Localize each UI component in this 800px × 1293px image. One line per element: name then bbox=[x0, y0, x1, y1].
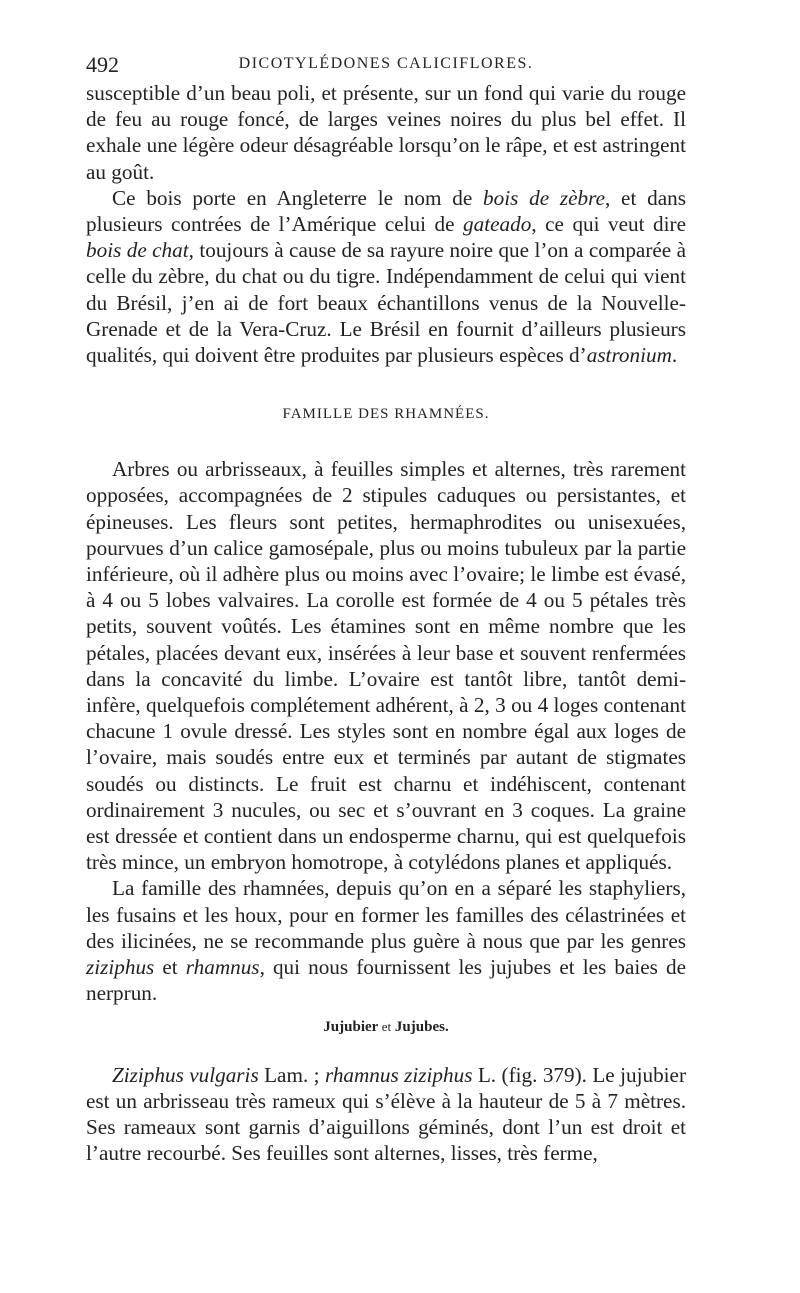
italic-term: ziziphus bbox=[86, 955, 155, 980]
text-run: La famille des rhamnées, depuis qu’on en a séparé les staphyliers, les fusains et les houx, pour en former les familles des célastrinées et des ilicinées, ne se recommande plus guère à nous que par les genres bbox=[86, 876, 686, 953]
text-run: , toujours à cause de sa rayure noire que l’on a comparée à celle du zèbre, du chat ou du tigre. Indépendamment de celui qui vient du Brésil, j’en ai de fort beaux échantillons venus de la Nouvelle-Grenade et de la Vera-Cruz. Le Brésil en fournit d’ailleurs plusieurs qualités, qui doivent être produites par plusieurs espèces d’ bbox=[86, 238, 687, 368]
text-run: susceptible d’un beau poli, et présente, sur un fond qui varie du rouge de feu au rouge foncé, de larges veines noires du plus bel effet. Il exhale une légère odeur désagréable lorsqu’on le râpe, et est astringent au goût. bbox=[86, 81, 686, 184]
running-title: DICOTYLÉDONES CALICIFLORES. bbox=[238, 55, 534, 72]
text-run: , ce qui veut dire bbox=[531, 212, 686, 237]
subsection-word: Jujubier bbox=[323, 1018, 379, 1035]
italic-term: bois de zèbre bbox=[483, 185, 605, 210]
italic-term: gateado bbox=[463, 212, 532, 237]
paragraph-family-description bbox=[86, 456, 686, 875]
book-page bbox=[86, 52, 686, 1166]
paragraph-family-notes bbox=[86, 875, 686, 1006]
paragraph-bois-de-zebre bbox=[86, 185, 686, 368]
text-run: , qui nous fournissent les jujubes et les baies de nerprun. bbox=[86, 955, 686, 1006]
section-title: FAMILLE DES RHAMNÉES. bbox=[282, 406, 490, 423]
paragraph-continuation bbox=[86, 80, 686, 185]
subsection-conjunction: et bbox=[381, 1018, 392, 1034]
text-run: L. (fig. 379). Le jujubier est un arbrisseau très rameux qui s’élève à la hauteur de 5 à 7 mètres. Ses rameaux sont garnis d’aiguillons géminés, dont l’un est droit et l’autre recourbé. Ses feuilles sont alternes, lisses, très ferme, bbox=[86, 1062, 687, 1166]
text-run: Ce bois porte en Angleterre le nom de bbox=[112, 185, 483, 210]
text-run: et bbox=[154, 955, 186, 980]
italic-term: bois de chat bbox=[86, 238, 189, 263]
text-run: , et dans plusieurs contrées de l’Amérique celui de bbox=[86, 185, 686, 237]
text-run: Arbres ou arbrisseaux, à feuilles simples et alternes, très rarement opposées, accompagnées de 2 stipules caduques ou persistantes, et épineuses. Les fleurs sont petites, hermaphrodites ou unisexuées, pourvues d’un calice gamosépale, plus ou moins tubuleux par la partie inférieure, où il adhère plus ou moins avec l’ovaire; le limbe est évasé, à 4 ou 5 lobes valvaires. La corolle est formée de 4 ou 5 pétales très petits, souvent voûtés. Les étamines sont en même nombre que les pétales, placées devant eux, insérées à leur base et souvent renfermées dans la concavité du limbe. L’ovaire est tantôt libre, tantôt demi-infère, quelquefois complétement adhérent, à 2, 3 ou 4 loges contenant chacune 1 ovule dressé. Les styles sont en nombre égal aux loges de l’ovaire, mais soudés entre eux et terminés par autant de stigmates soudés ou distincts. Le fruit est charnu et indéhiscent, contenant ordinairement 3 nucules, ou sec et s’ouvrant en 3 coques. La graine est dressée et contient dans un endosperme charnu, qui est quelquefois très mince, un embryon homotrope, à cotylédons planes et appliqués. bbox=[86, 457, 686, 875]
italic-term: Ziziphus vulgaris bbox=[112, 1062, 259, 1087]
text-run: Lam. ; bbox=[258, 1062, 325, 1087]
subsection-title bbox=[86, 1019, 686, 1036]
subsection-word: Jujubes. bbox=[394, 1018, 449, 1035]
italic-term: astronium bbox=[586, 343, 672, 368]
italic-term: rhamnus bbox=[185, 955, 260, 980]
paragraph-jujubier bbox=[86, 1062, 686, 1167]
italic-term: rhamnus ziziphus bbox=[324, 1062, 473, 1087]
page-header bbox=[86, 52, 686, 80]
text-run: . bbox=[671, 343, 678, 368]
page-number: 492 bbox=[86, 52, 119, 77]
